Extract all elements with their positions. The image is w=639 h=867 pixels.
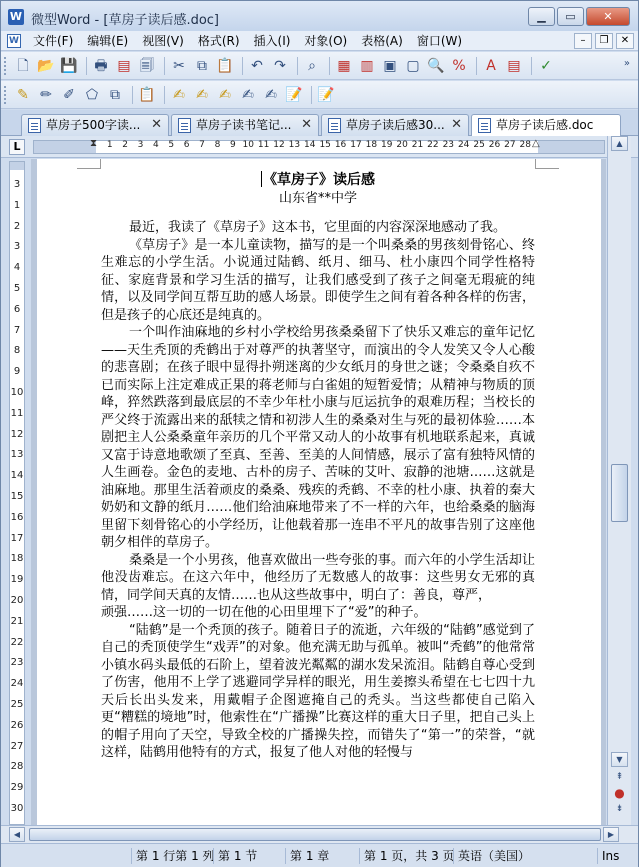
vertical-ruler-number: 2 bbox=[13, 220, 21, 232]
vertical-ruler-number: 21 bbox=[10, 615, 24, 627]
vertical-ruler-number: 12 bbox=[10, 428, 24, 440]
menu-format[interactable]: 格式(R) bbox=[197, 34, 240, 48]
paragraph: “陆鹤”是一个秃顶的孩子。随着日子的流逝，六年级的“陆鹤”感觉到了自己的秃顶使学生“戏弄”的对象。他充满无助与孤单。被叫“秃鹤”的他常常小镇水码头最低的石阶上，望着波光粼粼的湖水发呆流泪。陆鹤自尊心受到了伤害，他用不上学了逃避同学异样的眼光，用生姜擦头希望在七七四十九天后长出头发来，用戴帽子企图遮掩自己的秃头。当这些都使自己陷入更“糟糕的境地”时，他索性在“广播操”比赛这样的重大日子里，把自己头上的帽子用向了天空，导致全校的广播操失控，而错失了“第一”的荣誉，“就这样，陆鹤用他特有的方式，报复了他人对他的轻慢与 bbox=[101, 622, 535, 760]
toolbar-separator bbox=[86, 57, 87, 75]
vertical-ruler-number: 19 bbox=[10, 574, 24, 586]
font-icon[interactable]: A bbox=[486, 58, 496, 74]
tab-stop-selector[interactable]: L bbox=[9, 139, 25, 155]
doc-restore-button[interactable]: ❐ bbox=[595, 33, 613, 49]
duplicate-icon[interactable]: ⧉ bbox=[110, 87, 120, 103]
ruler-number: 20 bbox=[396, 140, 408, 150]
vertical-ruler-number: 20 bbox=[10, 594, 24, 606]
ruler-number: 21 bbox=[411, 140, 424, 150]
vertical-ruler-number: 6 bbox=[13, 303, 21, 315]
ruler-number: 1 bbox=[106, 140, 113, 150]
horizontal-scrollbar[interactable] bbox=[1, 825, 638, 843]
menu-window[interactable]: 窗口(W) bbox=[416, 34, 463, 48]
menu-edit[interactable]: 编辑(E) bbox=[87, 34, 129, 48]
menu-table[interactable]: 表格(A) bbox=[361, 34, 403, 48]
tab-document-1[interactable] bbox=[21, 114, 169, 136]
vertical-ruler-number: 27 bbox=[10, 740, 24, 752]
vertical-ruler-number: 7 bbox=[13, 324, 21, 336]
pen-check-icon[interactable]: ✍ bbox=[196, 87, 208, 103]
next-page-icon[interactable]: ⇟ bbox=[615, 804, 624, 814]
vertical-ruler-number: 15 bbox=[10, 490, 24, 502]
ruler-number: 4 bbox=[153, 140, 159, 150]
pen-page-icon[interactable]: 📝 bbox=[285, 87, 303, 103]
menu-view[interactable]: 视图(V) bbox=[142, 34, 184, 48]
ruler-number: 18 bbox=[365, 140, 378, 150]
horizontal-scroll-thumb[interactable] bbox=[29, 828, 601, 841]
menu-object[interactable]: 对象(O) bbox=[304, 34, 348, 48]
ruler-number: 24 bbox=[457, 140, 470, 150]
browse-object-icon[interactable]: ● bbox=[614, 786, 625, 800]
format-icon[interactable]: ▤ bbox=[507, 58, 521, 74]
ruler-right-margin bbox=[538, 141, 604, 153]
highlight-icon[interactable]: ✎ bbox=[17, 87, 29, 103]
comment-icon[interactable]: 📝 bbox=[317, 87, 335, 103]
document-content[interactable] bbox=[101, 170, 535, 762]
crop-mark-top-left bbox=[77, 159, 101, 169]
title-bar[interactable] bbox=[1, 1, 638, 31]
toolbar-grip[interactable] bbox=[4, 86, 7, 104]
ruler-number: 14 bbox=[304, 140, 316, 150]
maximize-button[interactable]: ▭ bbox=[557, 7, 584, 26]
right-indent-marker[interactable]: △ bbox=[532, 138, 540, 149]
vertical-ruler-number: 13 bbox=[10, 449, 24, 461]
document-icon bbox=[28, 118, 41, 133]
vertical-scrollbar[interactable] bbox=[607, 136, 631, 825]
ruler-number: 19 bbox=[381, 140, 393, 150]
paragraph: 最近，我读了《草房子》这本书，它里面的内容深深地感动了我。 bbox=[129, 220, 507, 235]
shape-icon[interactable]: ⬠ bbox=[85, 87, 99, 103]
pen-clear-icon[interactable]: ✍ bbox=[265, 87, 277, 103]
document-page[interactable] bbox=[37, 159, 601, 825]
edit-pencil-icon[interactable]: ✏ bbox=[40, 87, 52, 103]
document-icon bbox=[328, 118, 341, 133]
vertical-ruler-number: 17 bbox=[10, 532, 24, 544]
vertical-ruler-number: 3 bbox=[13, 179, 21, 190]
horizontal-ruler[interactable] bbox=[33, 140, 605, 154]
print-preview-icon[interactable]: 🗐 bbox=[140, 58, 154, 74]
ruler-number: 5 bbox=[168, 140, 175, 150]
ruler-number: 13 bbox=[288, 140, 301, 150]
ruler-number: 11 bbox=[257, 140, 270, 150]
vertical-ruler-number: 28 bbox=[10, 761, 24, 773]
document-subtitle: 山东省**中学 bbox=[278, 191, 357, 206]
tab-label: 草房子读后感30... bbox=[346, 118, 445, 132]
vertical-ruler-number: 25 bbox=[10, 698, 24, 710]
toolbar-separator bbox=[311, 86, 312, 104]
vertical-ruler-number: 4 bbox=[13, 262, 21, 274]
toolbar-grip[interactable] bbox=[4, 57, 7, 75]
status-language[interactable]: 英语（美国） bbox=[453, 848, 537, 864]
vertical-ruler-numbers bbox=[10, 179, 24, 825]
ruler-number: 26 bbox=[488, 140, 501, 150]
ruler-number: 25 bbox=[473, 140, 485, 150]
paragraph: 桑桑是一个小男孩，他喜欢做出一些夸张的事。而六年的小学生活却让他没齿难忘。在这六年中，他经历了无数感人的故事：这些男女无邪的真情，同学间天真的友情……也从这些故事中，明白了：善良，尊严， bbox=[101, 552, 535, 603]
ruler-number: 8 bbox=[214, 140, 221, 150]
scroll-left-icon[interactable]: ◀ bbox=[9, 827, 25, 842]
toolbar-separator bbox=[164, 86, 165, 104]
tab-label: 草房子500字读... bbox=[46, 118, 141, 132]
pdf-export-icon[interactable]: ▤ bbox=[117, 58, 131, 74]
vertical-ruler-number: 10 bbox=[10, 386, 24, 398]
paragraph: 《草房子》是一本儿童读物，描写的是一个叫桑桑的男孩刻骨铭心、终生难忘的小学生活。小说通过陆鹤、纸月、细马、杜小康四个同学性格特征、家庭背景和学习生活的描写，让我们感受到了孩子之间毫无瑕疵的纯情，以及同学间互帮互助的感人场景。即使学生之间有着各种各样的伤害，但是孩子的心底还是纯真的。 bbox=[101, 237, 535, 323]
ruler-number: 23 bbox=[442, 140, 455, 150]
toolbar-separator bbox=[329, 57, 330, 75]
document-icon bbox=[478, 118, 491, 133]
standard-toolbar bbox=[1, 52, 638, 80]
document-tabs bbox=[1, 110, 638, 136]
cut-icon[interactable]: ✂ bbox=[173, 58, 185, 74]
status-section: 第 1 节 bbox=[213, 848, 283, 864]
vertical-ruler-number: 9 bbox=[13, 366, 21, 378]
insert-table-icon[interactable]: ▦ bbox=[337, 58, 351, 74]
vertical-ruler-number: 16 bbox=[10, 511, 24, 523]
ruler-bar bbox=[1, 136, 638, 158]
vertical-ruler-number: 5 bbox=[13, 282, 21, 294]
vertical-ruler-number: 30 bbox=[10, 802, 24, 814]
status-line-column: 第 1 行第 1 列 bbox=[131, 848, 211, 864]
ruler-number: 17 bbox=[350, 140, 362, 150]
toolbar-separator bbox=[476, 57, 477, 75]
toolbar-separator bbox=[242, 57, 243, 75]
vertical-ruler[interactable] bbox=[9, 161, 25, 825]
paragraph: 一个叫作油麻地的乡村小学校给男孩桑桑留下了快乐又难忘的童年记忆——天生秃顶的秃鹤出于对尊严的执著坚守，而演出的令人发笑又令人心酸的悲喜剧；在孩子眼中显得扑朔迷离的少女纸月的身世之谜；令桑桑自疚不已而实际上注定难成正果的蒋老师与白雀姐的短暂爱情；从精神与物质的顶峰，猝然跌落到最底层的不幸少年杜小康与厄运抗争的艰难历程；当校长的严父终于流露出来的舐犊之情和初涉人生的桑桑对生与死的最初体验……本剧把主人公桑桑童年亲历的几个平常又动人的小故事有机地联系起来，真诚又富于诗意地歌颂了至真、至善、至美的人间情感，展示了富有独特风情的人生画卷。金色的麦地、古朴的房子、苦味的艾叶、寂静的池塘……这就是油麻地。那里生活着顽皮的桑桑、残疾的秃鹤、不幸的杜小康、执着的秦大奶奶和文静的纸月……他们给油麻地带来了不一样的六年，也给桑桑的脑海里留下刻骨铭心的小学经历，让他载着那一连串不平凡的故事告别了这座他朝夕相伴的草房子。 bbox=[101, 325, 535, 550]
vertical-ruler-top-margin bbox=[10, 162, 24, 170]
window-title: 微型Word - [草房子读后感.doc] bbox=[31, 13, 219, 28]
save-icon[interactable]: 💾 bbox=[60, 58, 78, 74]
ruler-number: 16 bbox=[334, 140, 347, 150]
ruler-number: 3 bbox=[137, 140, 144, 150]
print-icon[interactable]: 🖶 bbox=[94, 58, 108, 74]
pen-next-icon[interactable]: ✍ bbox=[219, 87, 231, 103]
tab-document-2[interactable] bbox=[171, 114, 319, 136]
vertical-ruler-number: 22 bbox=[10, 636, 24, 648]
undo-icon[interactable]: ↶ bbox=[251, 58, 263, 74]
document-icon bbox=[178, 118, 191, 133]
tab-close-icon[interactable]: ✕ bbox=[301, 117, 312, 132]
vertical-ruler-number: 26 bbox=[10, 719, 24, 731]
vertical-ruler-number: 18 bbox=[10, 553, 24, 565]
toolbar-separator bbox=[531, 57, 532, 75]
scroll-right-icon[interactable]: ▶ bbox=[603, 827, 619, 842]
ruler-number: 28 bbox=[519, 140, 531, 150]
window-controls bbox=[526, 7, 630, 27]
tab-label: 草房子读书笔记... bbox=[196, 118, 292, 132]
scroll-up-icon[interactable]: ▲ bbox=[611, 136, 628, 151]
tab-document-active[interactable] bbox=[471, 114, 621, 137]
toolbar-separator bbox=[297, 57, 298, 75]
document-area[interactable] bbox=[31, 159, 606, 825]
ruler-number: 27 bbox=[504, 140, 516, 150]
minimize-button[interactable]: ▁ bbox=[528, 7, 555, 26]
find-icon[interactable]: ⌕ bbox=[308, 58, 316, 74]
clipboard-note-icon[interactable]: 📋 bbox=[138, 87, 156, 103]
ruler-numbers bbox=[102, 140, 533, 150]
vertical-ruler-number: 23 bbox=[10, 657, 24, 669]
ruler-number: 7 bbox=[199, 140, 205, 150]
page-view-icon[interactable]: ▢ bbox=[406, 58, 420, 74]
redo-icon[interactable]: ↷ bbox=[274, 58, 286, 74]
spell-check-icon[interactable]: ✓ bbox=[540, 58, 552, 74]
toolbar-separator bbox=[132, 86, 133, 104]
vertical-ruler-number: 8 bbox=[13, 345, 21, 357]
vertical-scroll-thumb[interactable] bbox=[611, 464, 628, 522]
ruler-number: 6 bbox=[183, 140, 190, 150]
doc-minimize-button[interactable]: – bbox=[574, 33, 592, 49]
app-icon[interactable]: W bbox=[9, 10, 23, 23]
document-menu-icon[interactable]: W bbox=[7, 34, 21, 48]
vertical-ruler-number: 29 bbox=[10, 782, 24, 794]
vertical-ruler-number: 14 bbox=[10, 470, 24, 482]
vertical-ruler-number: 24 bbox=[10, 678, 24, 690]
ruler-number: 9 bbox=[229, 140, 236, 150]
menu-file[interactable]: 文件(F) bbox=[33, 34, 74, 48]
status-insert-mode[interactable]: Ins bbox=[597, 848, 635, 864]
open-folder-icon[interactable]: 📂 bbox=[37, 58, 55, 74]
pen-outline-icon[interactable]: ✍ bbox=[242, 87, 254, 103]
menu-insert[interactable]: 插入(I) bbox=[253, 34, 291, 48]
paragraph: 顽强……这一切的一切在他的心田里埋下了“爱”的种子。 bbox=[101, 605, 427, 620]
scroll-down-icon[interactable]: ▼ bbox=[611, 752, 628, 767]
doc-close-button[interactable]: ✕ bbox=[616, 33, 634, 49]
previous-page-icon[interactable]: ⇞ bbox=[615, 772, 624, 782]
zoom-icon[interactable]: 🔍 bbox=[427, 58, 445, 74]
tab-label: 草房子读后感.doc bbox=[496, 118, 594, 132]
menu-bar bbox=[1, 31, 638, 51]
copy-icon[interactable]: ⧉ bbox=[197, 58, 207, 74]
zoom-percent-icon[interactable]: % bbox=[452, 58, 466, 74]
ruler-number: 15 bbox=[319, 140, 331, 150]
insert-columns-icon[interactable]: ▥ bbox=[360, 58, 374, 74]
new-document-icon[interactable]: 🗋 bbox=[17, 58, 29, 74]
tab-document-3[interactable] bbox=[321, 114, 469, 136]
vertical-ruler-number: 1 bbox=[13, 199, 21, 211]
ruler-number: 12 bbox=[273, 140, 285, 150]
paste-icon[interactable]: 📋 bbox=[216, 58, 234, 74]
toolbar-separator bbox=[164, 57, 165, 75]
ruler-number: 2 bbox=[122, 140, 128, 150]
toolbar-overflow-icon[interactable]: » bbox=[623, 58, 630, 69]
review-toolbar bbox=[1, 81, 638, 109]
text-cursor bbox=[261, 171, 262, 187]
status-bar bbox=[1, 843, 638, 867]
tab-close-icon[interactable]: ✕ bbox=[451, 117, 462, 132]
vertical-ruler-number: 11 bbox=[10, 407, 24, 419]
document-title: 《草房子》读后感 bbox=[263, 172, 375, 188]
ruler-number: 22 bbox=[427, 140, 439, 150]
status-chapter: 第 1 章 bbox=[285, 848, 357, 864]
pen-star-icon[interactable]: ✍ bbox=[173, 87, 185, 103]
close-button[interactable]: ✕ bbox=[586, 7, 630, 26]
ruler-left-margin bbox=[34, 141, 96, 153]
vertical-ruler-number: 3 bbox=[13, 241, 21, 253]
erase-icon[interactable]: ✐ bbox=[63, 87, 75, 103]
status-page-count: 第 1 页，共 3 页 bbox=[359, 848, 451, 864]
page-layout-icon[interactable]: ▣ bbox=[383, 58, 397, 74]
crop-mark-top-right bbox=[535, 159, 559, 169]
left-indent-marker[interactable]: ⧗ bbox=[90, 138, 98, 149]
tab-close-icon[interactable]: ✕ bbox=[151, 117, 162, 132]
ruler-number: 10 bbox=[242, 140, 254, 150]
